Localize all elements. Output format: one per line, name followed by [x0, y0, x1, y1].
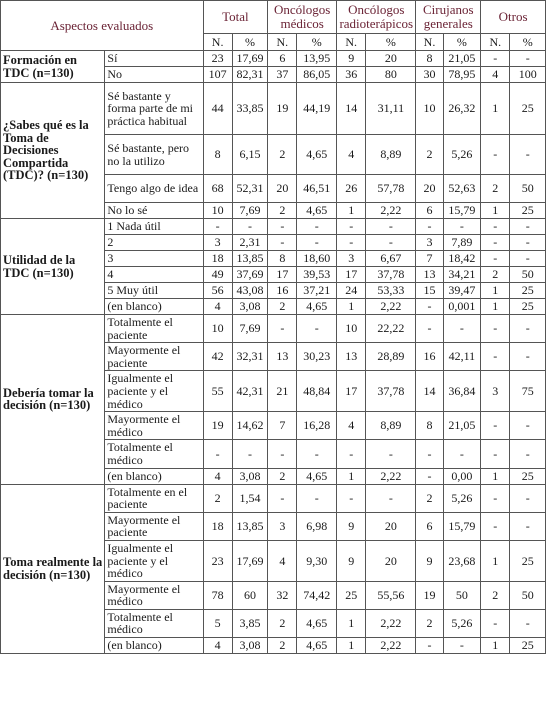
cell-percent: 86,05 — [297, 67, 337, 83]
sub-header-pct: % — [510, 34, 546, 51]
cell-n: 15 — [416, 283, 443, 299]
cell-percent: 21,05 — [443, 412, 481, 440]
cell-n: 4 — [481, 67, 510, 83]
cell-percent: 82,31 — [232, 67, 267, 83]
cell-percent: 42,31 — [232, 371, 267, 412]
option-label: 4 — [105, 267, 203, 283]
cell-percent: 25 — [510, 203, 546, 219]
cell-percent: - — [232, 440, 267, 468]
cell-n: - — [268, 484, 297, 512]
cell-n: 1 — [481, 540, 510, 581]
option-label: Totalmente el paciente — [105, 315, 203, 343]
cell-n: 1 — [481, 299, 510, 315]
cell-n: 2 — [268, 468, 297, 484]
cell-n: 32 — [268, 581, 297, 609]
cell-percent: 7,69 — [232, 315, 267, 343]
cell-n: 2 — [268, 135, 297, 175]
option-label: Sé bastante y forma parte de mi práctica habitual — [105, 83, 203, 135]
cell-percent: 23,68 — [443, 540, 481, 581]
cell-n: 4 — [268, 540, 297, 581]
cell-n: 37 — [268, 67, 297, 83]
cell-percent: 18,42 — [443, 251, 481, 267]
cell-percent: 13,85 — [232, 512, 267, 540]
cell-n: 36 — [337, 67, 366, 83]
cell-percent: 80 — [366, 67, 416, 83]
cell-n: 1 — [481, 638, 510, 654]
cell-n: 10 — [203, 315, 232, 343]
cell-percent: - — [443, 440, 481, 468]
cell-n: 8 — [416, 412, 443, 440]
cell-n: 49 — [203, 267, 232, 283]
cell-percent: 15,79 — [443, 203, 481, 219]
group-header-cirujanos-generales: Cirujanos generales — [416, 1, 481, 34]
cell-n: 7 — [268, 412, 297, 440]
cell-n: 9 — [337, 512, 366, 540]
cell-n: 14 — [416, 371, 443, 412]
cell-n: - — [337, 440, 366, 468]
cell-n: 2 — [481, 581, 510, 609]
cell-percent: 5,26 — [443, 135, 481, 175]
cell-n: 8 — [268, 251, 297, 267]
cell-percent: 1,54 — [232, 484, 267, 512]
option-label: Sé bastante, pero no la utilizo — [105, 135, 203, 175]
cell-percent: 13,95 — [297, 51, 337, 67]
option-label: Igualmente el paciente y el médico — [105, 371, 203, 412]
cell-percent: 25 — [510, 283, 546, 299]
cell-n: - — [481, 51, 510, 67]
cell-n: 2 — [416, 484, 443, 512]
cell-n: 68 — [203, 175, 232, 203]
cell-n: 6 — [416, 203, 443, 219]
cell-percent: 5,26 — [443, 609, 481, 637]
cell-percent: 2,22 — [366, 468, 416, 484]
cell-percent: - — [510, 235, 546, 251]
cell-n: 7 — [416, 251, 443, 267]
cell-n: - — [416, 468, 443, 484]
sub-header-pct: % — [443, 34, 481, 51]
cell-n: 26 — [337, 175, 366, 203]
cell-percent: - — [510, 343, 546, 371]
cell-n: 4 — [337, 412, 366, 440]
cell-percent: 78,95 — [443, 67, 481, 83]
cell-percent: 26,32 — [443, 83, 481, 135]
cell-percent: 22,22 — [366, 315, 416, 343]
table-row — [1, 51, 546, 67]
cell-n: - — [481, 219, 510, 235]
option-label: Totalmente el médico — [105, 440, 203, 468]
cell-n: 4 — [203, 638, 232, 654]
cell-n: 2 — [416, 609, 443, 637]
cell-percent: - — [510, 512, 546, 540]
cell-n: - — [416, 299, 443, 315]
group-header-row — [1, 1, 546, 34]
cell-percent: 6,67 — [366, 251, 416, 267]
cell-percent: 18,60 — [297, 251, 337, 267]
option-label: 2 — [105, 235, 203, 251]
cell-n: 1 — [481, 203, 510, 219]
cell-n: - — [337, 484, 366, 512]
section-title: Utilidad de la TDC (n=130) — [1, 219, 105, 315]
cell-percent: 20 — [366, 51, 416, 67]
cell-n: 1 — [481, 468, 510, 484]
cell-n: 4 — [203, 299, 232, 315]
cell-percent: 34,21 — [443, 267, 481, 283]
cell-percent: 75 — [510, 371, 546, 412]
cell-n: - — [268, 235, 297, 251]
cell-percent: 2,22 — [366, 299, 416, 315]
cell-percent: 8,89 — [366, 412, 416, 440]
cell-percent: 3,08 — [232, 468, 267, 484]
cell-percent: 21,05 — [443, 51, 481, 67]
cell-percent: 4,65 — [297, 135, 337, 175]
cell-percent: 4,65 — [297, 299, 337, 315]
cell-n: - — [481, 235, 510, 251]
option-label: Sí — [105, 51, 203, 67]
cell-n: - — [337, 235, 366, 251]
cell-n: - — [481, 484, 510, 512]
cell-n: - — [481, 315, 510, 343]
cell-n: 56 — [203, 283, 232, 299]
cell-n: 2 — [268, 203, 297, 219]
cell-n: - — [481, 440, 510, 468]
cell-percent: 42,11 — [443, 343, 481, 371]
cell-percent: 4,65 — [297, 638, 337, 654]
cell-n: - — [268, 219, 297, 235]
group-header-oncologos-radioterapicos: Oncólogos radioterápicos — [337, 1, 416, 34]
cell-n: - — [481, 512, 510, 540]
cell-percent: 7,69 — [232, 203, 267, 219]
cell-percent: 20 — [366, 540, 416, 581]
cell-n: 9 — [337, 540, 366, 581]
cell-percent: 43,08 — [232, 283, 267, 299]
cell-percent: 55,56 — [366, 581, 416, 609]
cell-n: 44 — [203, 83, 232, 135]
cell-percent: - — [297, 440, 337, 468]
cell-percent: 2,22 — [366, 609, 416, 637]
cell-n: - — [416, 219, 443, 235]
cell-percent: - — [510, 315, 546, 343]
sub-header-n: N. — [481, 34, 510, 51]
option-label: 5 Muy útil — [105, 283, 203, 299]
option-label: 1 Nada útil — [105, 219, 203, 235]
cell-n: - — [416, 315, 443, 343]
group-header-oncologos-medicos: Oncólogos médicos — [268, 1, 337, 34]
cell-n: 20 — [416, 175, 443, 203]
cell-n: 2 — [416, 135, 443, 175]
cell-percent: 0,00 — [443, 468, 481, 484]
cell-percent: 50 — [510, 175, 546, 203]
cell-n: 4 — [337, 135, 366, 175]
cell-n: 2 — [203, 484, 232, 512]
cell-n: - — [481, 343, 510, 371]
section-title: ¿Sabes qué es la Toma de Decisiones Compartida (TDC)? (n=130) — [1, 83, 105, 219]
cell-n: 6 — [416, 512, 443, 540]
cell-percent: 25 — [510, 468, 546, 484]
cell-n: 16 — [268, 283, 297, 299]
cell-n: 25 — [337, 581, 366, 609]
cell-n: 3 — [337, 251, 366, 267]
cell-n: 17 — [337, 371, 366, 412]
cell-n: 10 — [337, 315, 366, 343]
cell-percent: 57,78 — [366, 175, 416, 203]
cell-n: 10 — [416, 83, 443, 135]
cell-n: 8 — [203, 135, 232, 175]
sub-header-n: N. — [268, 34, 297, 51]
cell-percent: 4,65 — [297, 609, 337, 637]
cell-percent: 3,08 — [232, 299, 267, 315]
cell-n: - — [268, 315, 297, 343]
table-row — [1, 219, 546, 235]
option-label: Totalmente el médico — [105, 609, 203, 637]
cell-percent: 37,78 — [366, 371, 416, 412]
cell-percent: 50 — [510, 267, 546, 283]
cell-percent: - — [510, 484, 546, 512]
cell-n: 4 — [203, 468, 232, 484]
cell-percent: - — [297, 235, 337, 251]
cell-n: 13 — [416, 267, 443, 283]
cell-n: 1 — [337, 468, 366, 484]
cell-percent: 17,69 — [232, 51, 267, 67]
sub-header-n: N. — [203, 34, 232, 51]
cell-percent: 2,31 — [232, 235, 267, 251]
cell-percent: - — [510, 412, 546, 440]
cell-percent: 5,26 — [443, 484, 481, 512]
cell-n: - — [337, 219, 366, 235]
cell-n: 3 — [481, 371, 510, 412]
option-label: (en blanco) — [105, 638, 203, 654]
cell-n: 1 — [337, 638, 366, 654]
cell-percent: 20 — [366, 512, 416, 540]
cell-percent: 30,23 — [297, 343, 337, 371]
cell-percent: 39,47 — [443, 283, 481, 299]
option-label: Tengo algo de idea — [105, 175, 203, 203]
cell-percent: 44,19 — [297, 83, 337, 135]
cell-percent: 4,65 — [297, 468, 337, 484]
cell-percent: - — [297, 484, 337, 512]
cell-n: - — [416, 638, 443, 654]
sub-header-pct: % — [366, 34, 416, 51]
cell-n: 19 — [268, 83, 297, 135]
cell-n: 9 — [337, 51, 366, 67]
option-label: (en blanco) — [105, 468, 203, 484]
cell-n: 2 — [268, 299, 297, 315]
cell-n: 21 — [268, 371, 297, 412]
cell-n: - — [416, 440, 443, 468]
option-label: No lo sé — [105, 203, 203, 219]
table-row — [1, 315, 546, 343]
cell-n: - — [481, 135, 510, 175]
cell-n: 17 — [268, 267, 297, 283]
option-label: Mayormente el paciente — [105, 343, 203, 371]
sub-header-n: N. — [337, 34, 366, 51]
cell-n: 1 — [481, 83, 510, 135]
cell-percent: 6,15 — [232, 135, 267, 175]
cell-percent: - — [510, 135, 546, 175]
cell-percent: 48,84 — [297, 371, 337, 412]
cell-percent: 33,85 — [232, 83, 267, 135]
cell-percent: - — [297, 219, 337, 235]
cell-percent: - — [366, 484, 416, 512]
cell-n: - — [203, 440, 232, 468]
cell-percent: - — [510, 251, 546, 267]
cell-percent: 36,84 — [443, 371, 481, 412]
table-body — [1, 51, 546, 654]
cell-percent: 28,89 — [366, 343, 416, 371]
cell-percent: 37,69 — [232, 267, 267, 283]
cell-percent: 6,98 — [297, 512, 337, 540]
option-label: (en blanco) — [105, 299, 203, 315]
cell-n: 2 — [268, 638, 297, 654]
cell-n: 55 — [203, 371, 232, 412]
cell-n: 2 — [481, 267, 510, 283]
cell-n: 19 — [203, 412, 232, 440]
cell-percent: 25 — [510, 299, 546, 315]
cell-percent: 16,28 — [297, 412, 337, 440]
cell-percent: 25 — [510, 83, 546, 135]
cell-percent: 50 — [443, 581, 481, 609]
cell-n: 30 — [416, 67, 443, 83]
cell-n: 1 — [337, 609, 366, 637]
sub-header-pct: % — [232, 34, 267, 51]
cell-percent: 14,62 — [232, 412, 267, 440]
table-row — [1, 484, 546, 512]
cell-n: 13 — [337, 343, 366, 371]
cell-percent: - — [443, 315, 481, 343]
cell-percent: 3,85 — [232, 609, 267, 637]
cell-n: - — [268, 440, 297, 468]
cell-percent: 2,22 — [366, 638, 416, 654]
table-row — [1, 83, 546, 135]
sub-header-n: N. — [416, 34, 443, 51]
section-title: Debería tomar la decisión (n=130) — [1, 315, 105, 485]
cell-percent: 32,31 — [232, 343, 267, 371]
option-label: 3 — [105, 251, 203, 267]
cell-percent: 50 — [510, 581, 546, 609]
cell-percent: 52,63 — [443, 175, 481, 203]
cell-percent: - — [510, 51, 546, 67]
cell-n: 1 — [481, 283, 510, 299]
section-title: Toma realmente la decisión (n=130) — [1, 484, 105, 654]
cell-n: 18 — [203, 512, 232, 540]
cell-n: 23 — [203, 51, 232, 67]
cell-n: 8 — [416, 51, 443, 67]
cell-n: 16 — [416, 343, 443, 371]
cell-percent: 9,30 — [297, 540, 337, 581]
cell-n: 3 — [416, 235, 443, 251]
cell-percent: 46,51 — [297, 175, 337, 203]
cell-n: 6 — [268, 51, 297, 67]
cell-n: 1 — [337, 299, 366, 315]
cell-percent: - — [510, 609, 546, 637]
cell-percent: 2,22 — [366, 203, 416, 219]
cell-n: 1 — [337, 203, 366, 219]
cell-n: 3 — [268, 512, 297, 540]
cell-n: 18 — [203, 251, 232, 267]
cell-percent: - — [510, 219, 546, 235]
cell-percent: - — [510, 440, 546, 468]
cell-percent: 3,08 — [232, 638, 267, 654]
cell-n: 13 — [268, 343, 297, 371]
option-label: Totalmente en el paciente — [105, 484, 203, 512]
aspect-header: Aspectos evaluados — [1, 1, 204, 51]
cell-n: 10 — [203, 203, 232, 219]
cell-n: - — [481, 412, 510, 440]
cell-percent: 37,78 — [366, 267, 416, 283]
cell-percent: 52,31 — [232, 175, 267, 203]
cell-percent: - — [366, 235, 416, 251]
cell-n: 23 — [203, 540, 232, 581]
group-header-otros: Otros — [481, 1, 546, 34]
cell-n: - — [203, 219, 232, 235]
section-title: Formación en TDC (n=130) — [1, 51, 105, 83]
group-header-total: Total — [203, 1, 268, 34]
cell-percent: 25 — [510, 638, 546, 654]
cell-percent: 17,69 — [232, 540, 267, 581]
option-label: Igualmente el paciente y el médico — [105, 540, 203, 581]
cell-percent: 25 — [510, 540, 546, 581]
cell-percent: 60 — [232, 581, 267, 609]
cell-n: 14 — [337, 83, 366, 135]
sub-header-pct: % — [297, 34, 337, 51]
cell-percent: 13,85 — [232, 251, 267, 267]
cell-n: - — [481, 251, 510, 267]
cell-n: 3 — [203, 235, 232, 251]
cell-n: 42 — [203, 343, 232, 371]
cell-percent: 15,79 — [443, 512, 481, 540]
cell-percent: 8,89 — [366, 135, 416, 175]
cell-percent: - — [443, 219, 481, 235]
option-label: Mayormente el médico — [105, 412, 203, 440]
cell-percent: - — [232, 219, 267, 235]
cell-n: 5 — [203, 609, 232, 637]
cell-percent: 0,001 — [443, 299, 481, 315]
option-label: No — [105, 67, 203, 83]
cell-n: 24 — [337, 283, 366, 299]
option-label: Mayormente el médico — [105, 581, 203, 609]
cell-n: 107 — [203, 67, 232, 83]
cell-percent: - — [366, 440, 416, 468]
cell-percent: 7,89 — [443, 235, 481, 251]
cell-n: 2 — [481, 175, 510, 203]
cell-n: 9 — [416, 540, 443, 581]
cell-percent: 74,42 — [297, 581, 337, 609]
option-label: Mayormente el paciente — [105, 512, 203, 540]
cell-n: 19 — [416, 581, 443, 609]
cell-n: - — [481, 609, 510, 637]
cell-n: 2 — [268, 609, 297, 637]
cell-percent: 53,33 — [366, 283, 416, 299]
cell-percent: 31,11 — [366, 83, 416, 135]
cell-percent: - — [443, 638, 481, 654]
cell-n: 17 — [337, 267, 366, 283]
cell-percent: 4,65 — [297, 203, 337, 219]
cell-percent: - — [297, 315, 337, 343]
cell-percent: 37,21 — [297, 283, 337, 299]
cell-n: 78 — [203, 581, 232, 609]
cell-percent: 39,53 — [297, 267, 337, 283]
cell-percent: 100 — [510, 67, 546, 83]
cell-n: 20 — [268, 175, 297, 203]
cell-percent: - — [366, 219, 416, 235]
